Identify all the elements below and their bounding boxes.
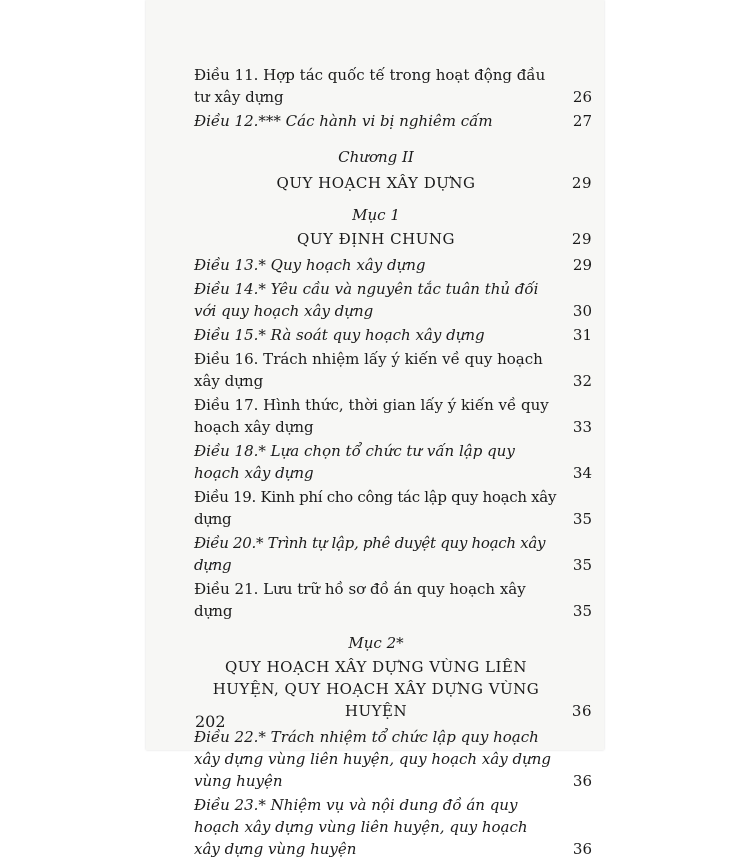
toc-entry-page: 30 (572, 302, 592, 320)
toc-entry-title: Điều 21. Lưu trữ hồ sơ đồ án quy hoạch xây dựng (194, 580, 526, 620)
page-number: 202 (195, 712, 226, 731)
toc-entry (194, 348, 592, 392)
toc-entry (194, 254, 592, 276)
toc-entry-title: Điều 18.* Lựa chọn tổ chức tư vấn lập quy hoạch xây dựng (194, 442, 515, 482)
toc-entry-page: 31 (572, 326, 592, 344)
toc-entry-title: Điều 11. Hợp tác quốc tế trong hoạt động đầu tư xây dựng (194, 66, 546, 106)
toc-heading-text: Mục 2* (348, 634, 404, 652)
toc-entry-title: Điều 12.*** Các hành vi bị nghiêm cấm (194, 112, 493, 130)
toc-entry-page: 33 (572, 418, 592, 436)
toc-entry (194, 110, 592, 132)
toc-entry-title: Điều 19. Kinh phí cho công tác lập quy hoạch xây dựng (194, 488, 557, 528)
toc-entry (194, 440, 592, 484)
section-title (194, 656, 592, 722)
toc-entry-title: Điều 16. Trách nhiệm lấy ý kiến về quy hoạch xây dựng (194, 350, 543, 390)
toc-entry-title: Điều 13.* Quy hoạch xây dựng (194, 256, 426, 274)
toc-entry (194, 486, 592, 530)
toc-heading-text: QUY ĐỊNH CHUNG (297, 230, 455, 248)
toc-entry (194, 794, 592, 860)
toc-entry (194, 394, 592, 438)
toc-entry-title: Điều 20.* Trình tự lập, phê duyệt quy hoạch xây dựng (194, 534, 546, 574)
toc-entry-page: 36 (571, 702, 592, 720)
toc-entry-title: Điều 14.* Yêu cầu và nguyên tắc tuân thủ đối với quy hoạch xây dựng (194, 280, 539, 320)
toc-entry-page: 29 (572, 256, 592, 274)
toc-entry (194, 64, 592, 108)
toc-entry-page: 36 (572, 772, 592, 790)
toc-entry-page: 34 (572, 464, 592, 482)
toc-entry-title: Điều 15.* Rà soát quy hoạch xây dựng (194, 326, 485, 344)
table-of-contents (194, 64, 592, 862)
toc-entry-page: 35 (572, 556, 592, 574)
toc-entry (194, 726, 592, 792)
toc-entry-title: Điều 17. Hình thức, thời gian lấy ý kiến về quy hoạch xây dựng (194, 396, 549, 436)
section-label (194, 204, 592, 226)
chapter-title (194, 172, 592, 194)
chapter-label (194, 146, 592, 168)
toc-entry-page: 27 (572, 112, 592, 130)
toc-entry-page: 29 (571, 230, 592, 248)
toc-entry-page: 35 (572, 602, 592, 620)
toc-entry-title: Điều 23.* Nhiệm vụ và nội dung đồ án quy hoạch xây dựng vùng liên huyện, quy hoạch xây dựng vùng huyện (194, 796, 528, 858)
toc-heading-text: Mục 1 (352, 206, 400, 224)
toc-entry-page: 26 (572, 88, 592, 106)
toc-heading-text: QUY HOẠCH XÂY DỰNG VÙNG LIÊN HUYỆN, QUY HOẠCH XÂY DỰNG VÙNG HUYỆN (212, 658, 540, 720)
toc-entry-page: 32 (572, 372, 592, 390)
toc-entry (194, 578, 592, 622)
toc-entry-page: 35 (572, 510, 592, 528)
section-title (194, 228, 592, 250)
toc-entry-page: 29 (571, 174, 592, 192)
section-label (194, 632, 592, 654)
toc-entry (194, 278, 592, 322)
toc-entry (194, 532, 592, 576)
toc-heading-text: Chương II (338, 148, 414, 166)
toc-entry (194, 324, 592, 346)
toc-entry-page: 36 (572, 840, 592, 858)
toc-entry-title: Điều 22.* Trách nhiệm tổ chức lập quy hoạch xây dựng vùng liên huyện, quy hoạch xây dựng vùng huyện (194, 728, 552, 790)
toc-heading-text: QUY HOẠCH XÂY DỰNG (276, 174, 476, 192)
